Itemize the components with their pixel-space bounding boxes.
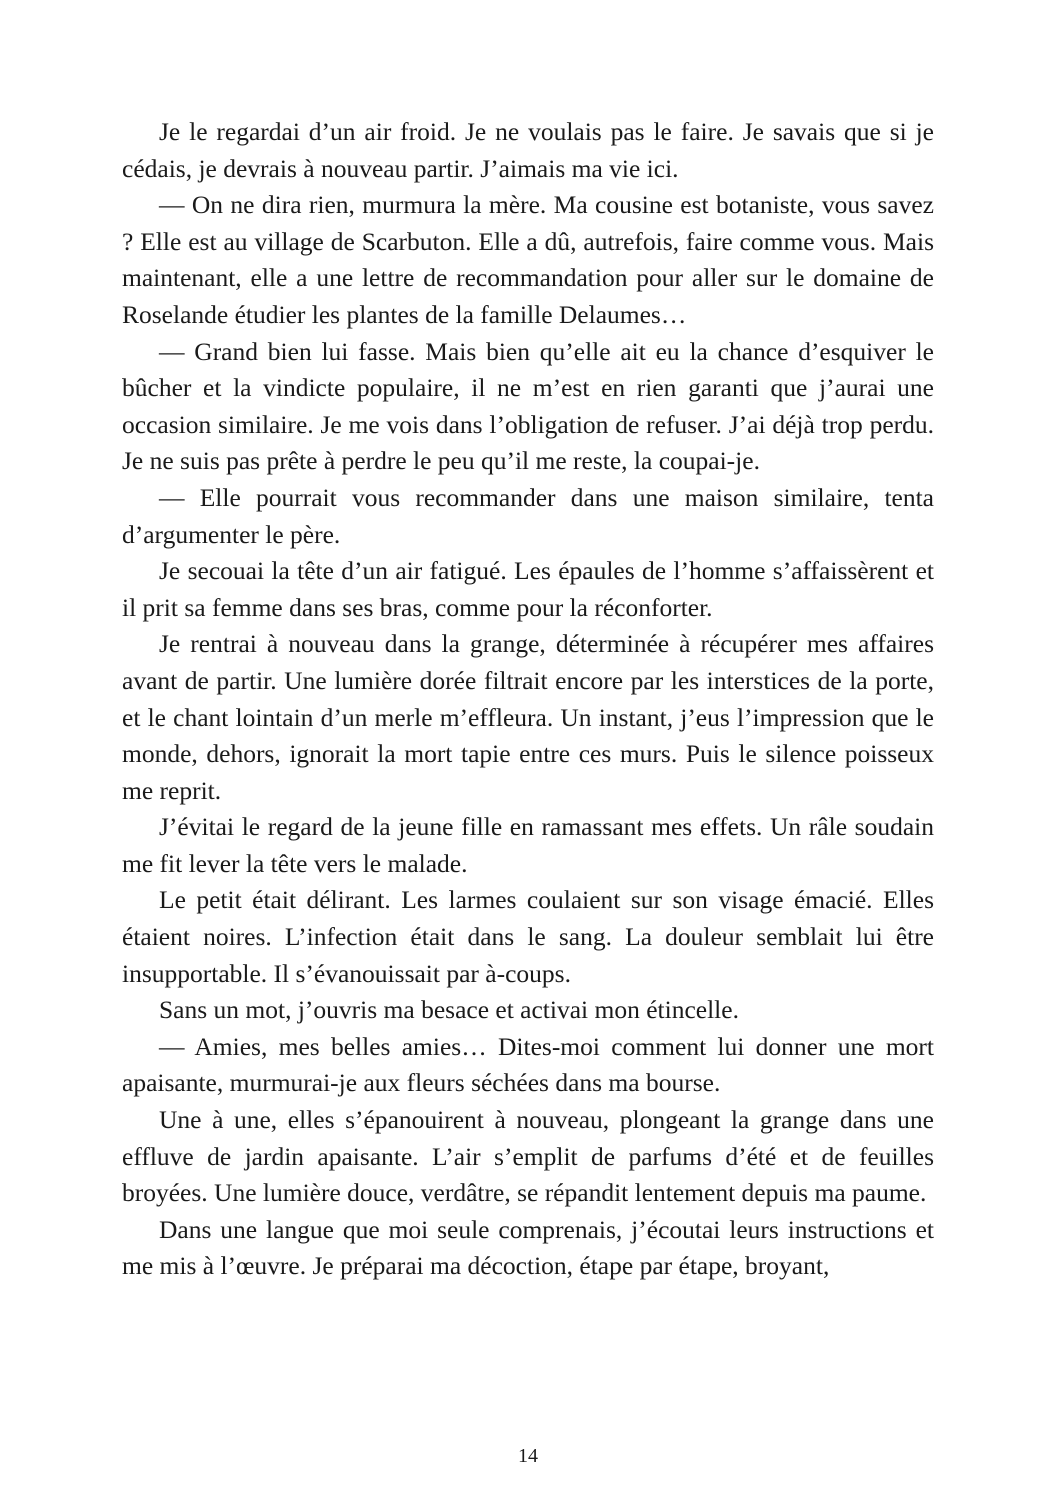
paragraph: — Amies, mes belles amies… Dites-moi comment lui donner une mort apaisante, murmurai-je aux fleurs séchées dans ma bourse.	[122, 1031, 934, 1098]
paragraph: J’évitai le regard de la jeune fille en ramassant mes effets. Un râle soudain me fit lever la tête vers le malade.	[122, 812, 934, 878]
paragraph: Je le regardai d’un air froid. Je ne voulais pas le faire. Je savais que si je cédais, je devrais à nouveau partir. J’aimais ma vie ici.	[122, 117, 934, 183]
paragraph: Je rentrai à nouveau dans la grange, déterminée à récupérer mes affaires avant de partir. Une lumière dorée filtrait encore par les interstices de la porte, et le chant lointain d’un merle m’effleura. Un instant, j’eus l’impression que le monde, dehors, ignorait la mort tapie entre ces murs. Puis le silence poisseux me reprit.	[122, 629, 934, 805]
body-text	[122, 114, 934, 1285]
paragraph: Sans un mot, j’ouvris ma besace et activai mon étincelle.	[159, 995, 739, 1025]
paragraph-last: Dans une langue que moi seule comprenais, j’écoutai leurs instructions et me mis à l’œuvre. Je préparai ma décoction, étape par étape, broyant,	[122, 1214, 934, 1281]
paragraph: — On ne dira rien, murmura la mère. Ma cousine est botaniste, vous savez ? Elle est au village de Scarbuton. Elle a dû, autrefois, faire comme vous. Mais maintenant, elle a une lettre de recommandation pour aller sur le domaine de Roselande étudier les plantes de la famille Delaumes…	[122, 190, 934, 329]
page-number: 14	[518, 1445, 538, 1467]
paragraph: — Elle pourrait vous recommander dans une maison similaire, tenta d’argumenter le père.	[122, 482, 934, 549]
paragraph: — Grand bien lui fasse. Mais bien qu’elle ait eu la chance d’esquiver le bûcher et la vindicte populaire, il ne m’est en rien garanti que j’aurai une occasion similaire. Je me vois dans l’obligation de refuser. J’ai déjà trop perdu. Je ne suis pas prête à perdre le peu qu’il me reste, la coupai-je.	[122, 336, 934, 476]
paragraph: Le petit était délirant. Les larmes coulaient sur son visage émacié. Elles étaient noires. L’infection était dans le sang. La douleur semblait lui être insupportable. Il s’évanouissait par à-coups.	[122, 885, 934, 988]
paragraph: Une à une, elles s’épanouirent à nouveau, plongeant la grange dans une effluve de jardin apaisante. L’air s’emplit de parfums d’été et de feuilles broyées. Une lumière douce, verdâtre, se répandit lentement depuis ma paume.	[122, 1105, 934, 1208]
paragraph: Je secouai la tête d’un air fatigué. Les épaules de l’homme s’affaissèrent et il prit sa femme dans ses bras, comme pour la réconforter.	[122, 556, 934, 622]
